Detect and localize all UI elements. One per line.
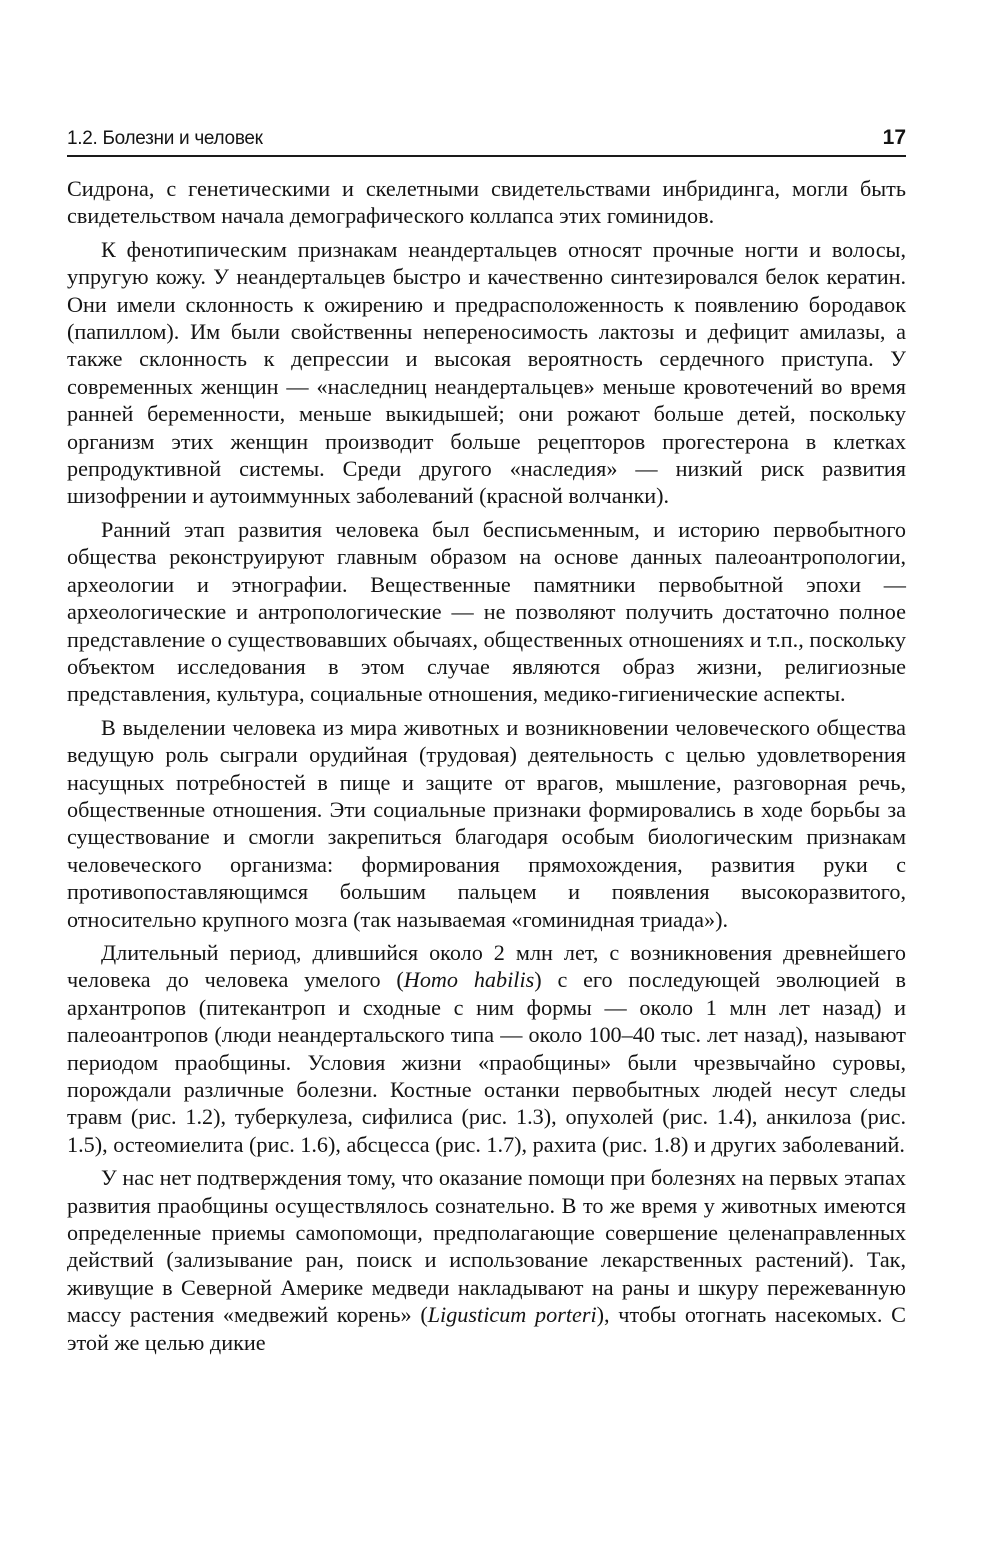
paragraph-text: ) с его последующей эволюцией в архантропов (питекантроп и сходные с ним формы — около 1 млн лет назад) и палеоантропов (люди неандертальского типа — около 100–40 тыс. лет назад), называют периодом праобщины. Условия жизни «праобщины» были чрезвычайно суровы, порождали различные болезни. Костные останки первобытных людей несут следы травм (рис. 1.2), туберкулеза, сифилиса (рис. 1.3), опухолей (рис. 1.4), анкилоза (рис. 1.5), остеомиелита (рис. 1.6), абсцесса (рис. 1.7), рахита (рис. 1.8) и других заболеваний. <box>67 967 906 1157</box>
paragraph <box>67 1164 906 1356</box>
running-header <box>67 120 906 157</box>
paragraph-text: Длительный период, длившийся около 2 млн лет, с возникновения древнейшего человека до человека умелого ( <box>67 939 906 993</box>
paragraph-text: Ранний этап развития человека был бесписьменным, и историю первобытного общества реконструируют главным образом на основе данных палеоантропологии, археологии и этнографии. Вещественные памятники первобытной эпохи — археологические и антропологические — не позволяют получить достаточно полное представление о существовавших обычаях, общественных отношениях и т.п., поскольку объектом исследования в этом случае являются образ жизни, религиозные представления, культура, социальные отношения, медико-гигиенические аспекты. <box>67 516 906 707</box>
page-number: 17 <box>882 126 906 149</box>
paragraph <box>67 516 906 708</box>
paragraph-text: ), чтобы отогнать насекомых. С этой же целью дикие <box>67 1302 906 1355</box>
paragraph <box>67 175 906 230</box>
paragraph-text: У нас нет подтверждения тому, что оказание помощи при болезнях на первых этапах развития праобщины осуществлялось сознательно. В то же время у животных имеются определенные приемы самопомощи, предполагающие совершение целенаправленных действий (зализывание ран, поиск и использование лекарственных растений). Так, живущие в Северной Америке медведи накладывают на раны и шкуру пережеванную массу растения «медвежий корень» ( <box>67 1165 906 1328</box>
latin-species-name: Homo habilis <box>403 967 535 993</box>
body-text <box>67 175 906 1356</box>
latin-species-name: Ligusticum porteri <box>427 1302 597 1328</box>
paragraph-text: Сидрона, с генетическими и скелетными свидетельствами инбридинга, могли быть свидетельством начала демографического коллапса этих гоминидов. <box>67 176 906 229</box>
paragraph-text: К фенотипическим признакам неандертальцев относят прочные ногти и волосы, упругую кожу. У неандертальцев быстро и качественно синтезировался белок кератин. Они имели склонность к ожирению и предрасположенность к появлению бородавок (папиллом). Им были свойственны непереносимость лактозы и дефицит амилазы, а также склонность к депрессии и высокая вероятность сердечного приступа. У современных женщин — «наследниц неандертальцев» меньше кровотечений во время ранней беременности, меньше выкидышей; они рожают больше детей, поскольку организм этих женщин производит больше рецепторов прогестерона в клетках репродуктивной системы. Среди другого «наследия» — низкий риск развития шизофрении и аутоиммунных заболеваний (красной волчанки). <box>67 236 906 509</box>
book-page <box>67 120 906 1362</box>
paragraph-text: В выделении человека из мира животных и возникновении человеческого общества ведущую роль сыграли орудийная (трудовая) деятельность с целью удовлетворения насущных потребностей в пище и защите от врагов, мышление, разговорная речь, общественные отношения. Эти социальные признаки формировались в ходе борьбы за существование и смогли закрепиться благодаря особым биологическим признакам человеческого организма: формирования прямохождения, развития руки с противопоставляющимся большим пальцем и появления высокоразвитого, относительно крупного мозга (так называемая «гоминидная триада»). <box>67 714 906 932</box>
paragraph <box>67 236 906 510</box>
paragraph <box>67 714 906 933</box>
section-title: 1.2. Болезни и человек <box>67 128 263 149</box>
paragraph <box>67 939 906 1158</box>
